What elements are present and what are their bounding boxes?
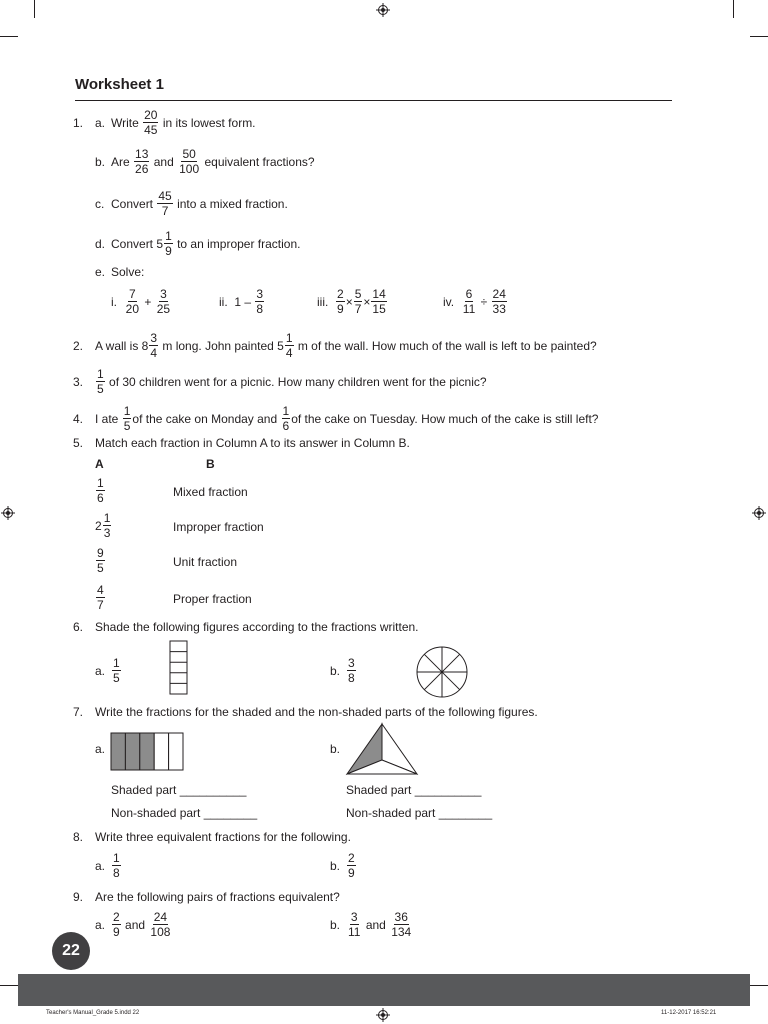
shaded-triangle-figure <box>345 722 419 776</box>
fraction: $\frac{24}{108}$ <box>150 910 171 939</box>
question-1e-ii: ii. 1 – $\frac{3}{8}$ <box>219 287 264 316</box>
fraction: $\frac{1}{8}$ <box>113 851 120 880</box>
match-row-a <box>95 547 106 574</box>
question-7a-label: a. <box>95 742 106 756</box>
fraction: $\frac{3}{8}$ <box>348 656 355 685</box>
question-1e-i: i. $\frac{7}{20}$ + $\frac{3}{25}$ <box>111 287 171 316</box>
registration-mark-icon <box>1 506 15 520</box>
non-shaded-part-blank: Non-shaded part ________ <box>111 806 258 820</box>
fraction: $\frac{14}{15}$ <box>372 287 386 316</box>
fraction: $\frac{1}{5}$ <box>113 656 120 685</box>
question-3: 3. $\frac{1}{5}$ of 30 children went for a picnic. How many children went for the picnic? <box>73 367 487 396</box>
question-1d: d. Convert 5 $\frac{1}{9}$ to an improper fraction. <box>95 229 301 258</box>
crop-mark <box>750 985 768 986</box>
match-row-b: Mixed fraction <box>173 485 248 499</box>
fraction: $\frac{1}{6}$ <box>97 476 104 505</box>
registration-mark-icon <box>752 506 766 520</box>
question-1e: e. Solve: <box>95 265 145 279</box>
question-8: 8. Write three equivalent fractions for the following. <box>73 830 351 844</box>
registration-mark-icon <box>376 3 390 17</box>
question-1c: c. Convert $\frac{45}{7}$ into a mixed fraction. <box>95 189 288 218</box>
shaded-part-blank: Shaded part __________ <box>346 783 482 797</box>
fraction: $\frac{6}{11}$ <box>462 287 476 316</box>
fraction: $\frac{3}{11}$ <box>348 910 361 939</box>
question-8a: a. $\frac{1}{8}$ <box>95 851 120 880</box>
fraction: $\frac{1}{5}$ <box>123 404 131 433</box>
fraction: $\frac{50}{100}$ <box>179 147 200 176</box>
question-2: 2. A wall is 8 $\frac{3}{4}$ m long. John painted 5 $\frac{1}{4}$ m of the wall. How much of the wall is left to be painted? <box>73 331 597 360</box>
question-5: 5. Match each fraction in Column A to its answer in Column B. <box>73 436 410 450</box>
fraction: $\frac{24}{33}$ <box>492 287 506 316</box>
fraction: $\frac{9}{5}$ <box>97 546 104 575</box>
fraction: $\frac{45}{7}$ <box>158 189 172 218</box>
registration-mark-icon <box>376 1008 390 1022</box>
title-rule <box>75 100 672 101</box>
fraction: $\frac{1}{5}$ <box>97 367 104 396</box>
fraction: $\frac{1}{3}$ <box>103 511 111 540</box>
question-1e-iii: iii. $\frac{2}{9}$ × $\frac{5}{7}$ × $\frac{14}{15}$ <box>317 287 386 316</box>
fraction: $\frac{5}{7}$ <box>354 287 362 316</box>
non-shaded-part-blank: Non-shaded part ________ <box>346 806 493 820</box>
question-1a: 1. a. Write $\frac{20}{45}$ in its lowest form. <box>73 108 256 137</box>
match-row-a: 2 $\frac{1}{3}$ <box>95 511 111 540</box>
crop-mark <box>750 36 768 37</box>
fraction: $\frac{2}{9}$ <box>113 910 120 939</box>
crop-mark <box>34 0 35 18</box>
crop-mark <box>0 985 18 986</box>
fraction: $\frac{2}{9}$ <box>337 287 344 316</box>
question-1b: b. Are $\frac{13}{26}$ and $\frac{50}{100}$ equivalent fractions? <box>95 147 315 176</box>
fraction: $\frac{3}{25}$ <box>156 287 171 316</box>
shaded-bar-figure <box>110 732 186 772</box>
fraction: $\frac{2}{9}$ <box>348 851 355 880</box>
question-4: 4. I ate $\frac{1}{5}$ of the cake on Monday and $\frac{1}{6}$ of the cake on Tuesday. How much of the cake is still left? <box>73 404 599 433</box>
match-row-b: Improper fraction <box>173 520 264 534</box>
question-8b: b. $\frac{2}{9}$ <box>330 851 355 880</box>
worksheet-title: Worksheet 1 <box>75 76 164 93</box>
page-number: 22 <box>52 932 90 970</box>
match-row-a <box>95 584 106 611</box>
footer-bar <box>18 974 750 1006</box>
match-row-b: Proper fraction <box>173 592 252 606</box>
fraction: $\frac{36}{134}$ <box>391 910 412 939</box>
fraction: $\frac{4}{7}$ <box>97 583 104 612</box>
fraction: $\frac{7}{20}$ <box>125 287 140 316</box>
column-a-header: A <box>95 457 104 471</box>
fraction: $\frac{1}{4}$ <box>285 331 293 360</box>
circle-eighths-figure <box>415 645 469 699</box>
footer-file-info: Teacher's Manual_Grade 5.indd 22 <box>46 1010 140 1016</box>
footer-timestamp: 11-12-2017 16:52:21 <box>661 1010 717 1016</box>
fraction: $\frac{13}{26}$ <box>135 147 149 176</box>
question-6a: a. $\frac{1}{5}$ <box>95 656 120 685</box>
question-7b-label: b. <box>330 742 341 756</box>
question-1e-iv: iv. $\frac{6}{11}$ ÷ $\frac{24}{33}$ <box>443 287 506 316</box>
question-6: 6. Shade the following figures according to the fractions written. <box>73 620 419 634</box>
question-6b: b. $\frac{3}{8}$ <box>330 656 355 685</box>
fraction: $\frac{1}{6}$ <box>282 404 290 433</box>
crop-mark <box>733 0 734 18</box>
column-b-header: B <box>206 457 215 471</box>
match-row-b: Unit fraction <box>173 555 238 569</box>
match-row-a <box>95 477 106 504</box>
fraction: $\frac{3}{4}$ <box>150 331 158 360</box>
question-9b: b. $\frac{3}{11}$ and $\frac{36}{134}$ <box>330 910 412 939</box>
question-9: 9. Are the following pairs of fractions equivalent? <box>73 890 340 904</box>
fraction: $\frac{3}{8}$ <box>256 287 264 316</box>
fraction: $\frac{20}{45}$ <box>144 108 158 137</box>
fraction: $\frac{1}{9}$ <box>165 229 172 258</box>
shaded-part-blank: Shaded part __________ <box>111 783 247 797</box>
crop-mark <box>0 36 18 37</box>
stacked-rectangle-figure <box>169 640 189 696</box>
question-9a: a. $\frac{2}{9}$ and $\frac{24}{108}$ <box>95 910 171 939</box>
question-7: 7. Write the fractions for the shaded and the non-shaded parts of the following figures. <box>73 705 538 719</box>
